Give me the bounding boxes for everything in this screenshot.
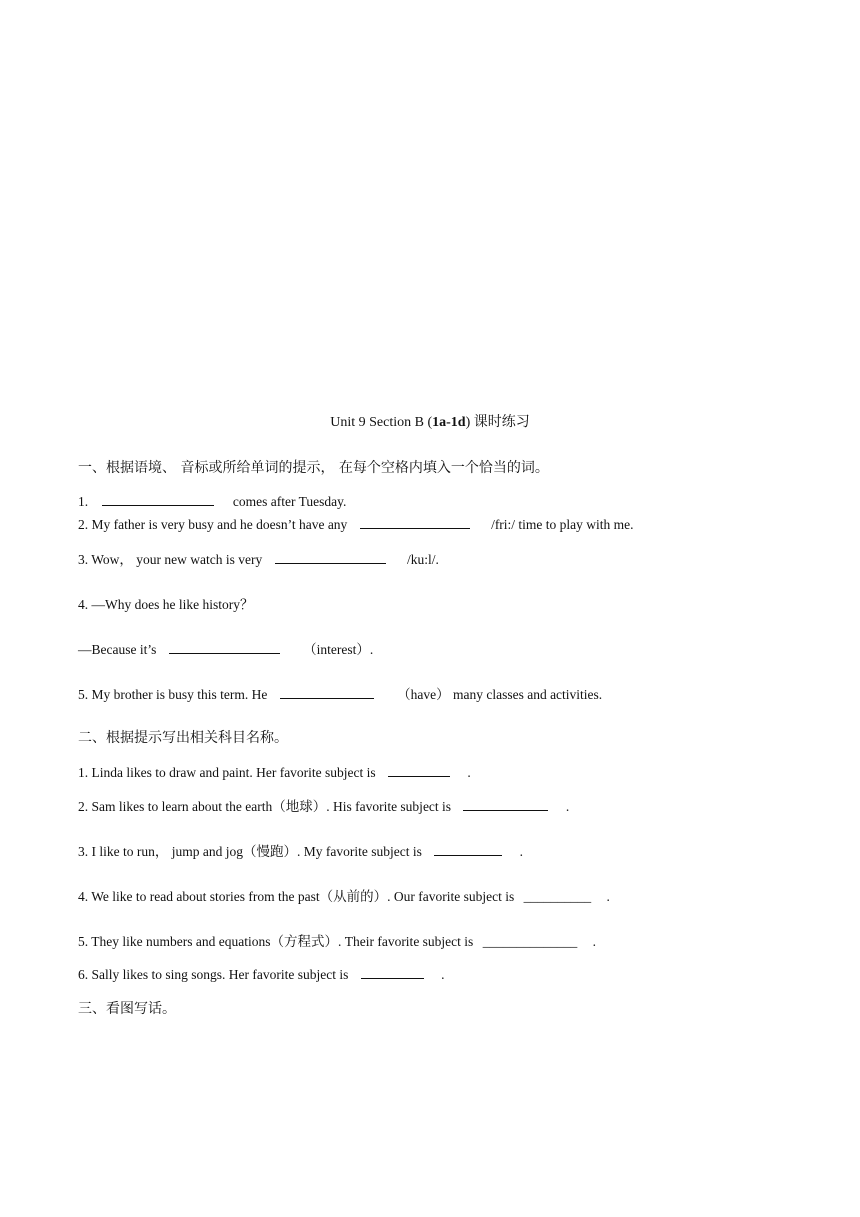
answer-blank[interactable] <box>361 964 424 979</box>
answer-blank[interactable] <box>434 841 502 856</box>
s1-question-3: 3. Wow， your new watch is very /ku:l/. <box>78 548 439 568</box>
s2-question-2: 2. Sam likes to learn about the earth（地球）. His favorite subject is . <box>78 795 569 815</box>
worksheet-title: Unit 9 Section B (1a-1d) 课时练习 <box>330 414 530 430</box>
s1-question-1: 1. comes after Tuesday. <box>78 491 346 510</box>
answer-blank[interactable] <box>280 684 374 699</box>
answer-blank[interactable] <box>102 491 214 506</box>
s1-question-4-prompt: 4. —Why does he like history？ <box>78 597 254 612</box>
s2-question-3: 3. I like to run， jump and jog（慢跑）. My favorite subject is . <box>78 840 523 860</box>
s2-question-5: 5. They like numbers and equations（方程式）. Their favorite subject is ______________ . <box>78 934 596 950</box>
s2-question-1: 1. Linda likes to draw and paint. Her favorite subject is . <box>78 762 471 781</box>
s1-question-5: 5. My brother is busy this term. He （have） many classes and activities. <box>78 683 602 703</box>
answer-blank[interactable] <box>360 514 470 529</box>
s2-question-4: 4. We like to read about stories from the past（从前的）. Our favorite subject is __________ . <box>78 889 610 905</box>
section3-heading: 三、看图写话。 <box>78 1001 176 1017</box>
s1-question-2: 2. My father is very busy and he doesn’t have any /fri:/ time to play with me. <box>78 514 634 533</box>
answer-blank[interactable]: __________ <box>523 889 592 904</box>
s2-question-6: 6. Sally likes to sing songs. Her favorite subject is . <box>78 964 444 983</box>
answer-blank[interactable]: ______________ <box>482 934 578 949</box>
answer-blank[interactable] <box>463 796 548 811</box>
section1-heading: 一、根据语境、 音标或所给单词的提示， 在每个空格内填入一个恰当的词。 <box>78 460 549 476</box>
s1-question-4-answer: —Because it’s （interest）. <box>78 638 373 658</box>
answer-blank[interactable] <box>388 762 450 777</box>
section2-heading: 二、根据提示写出相关科目名称。 <box>78 730 288 746</box>
answer-blank[interactable] <box>275 549 386 564</box>
answer-blank[interactable] <box>169 639 280 654</box>
